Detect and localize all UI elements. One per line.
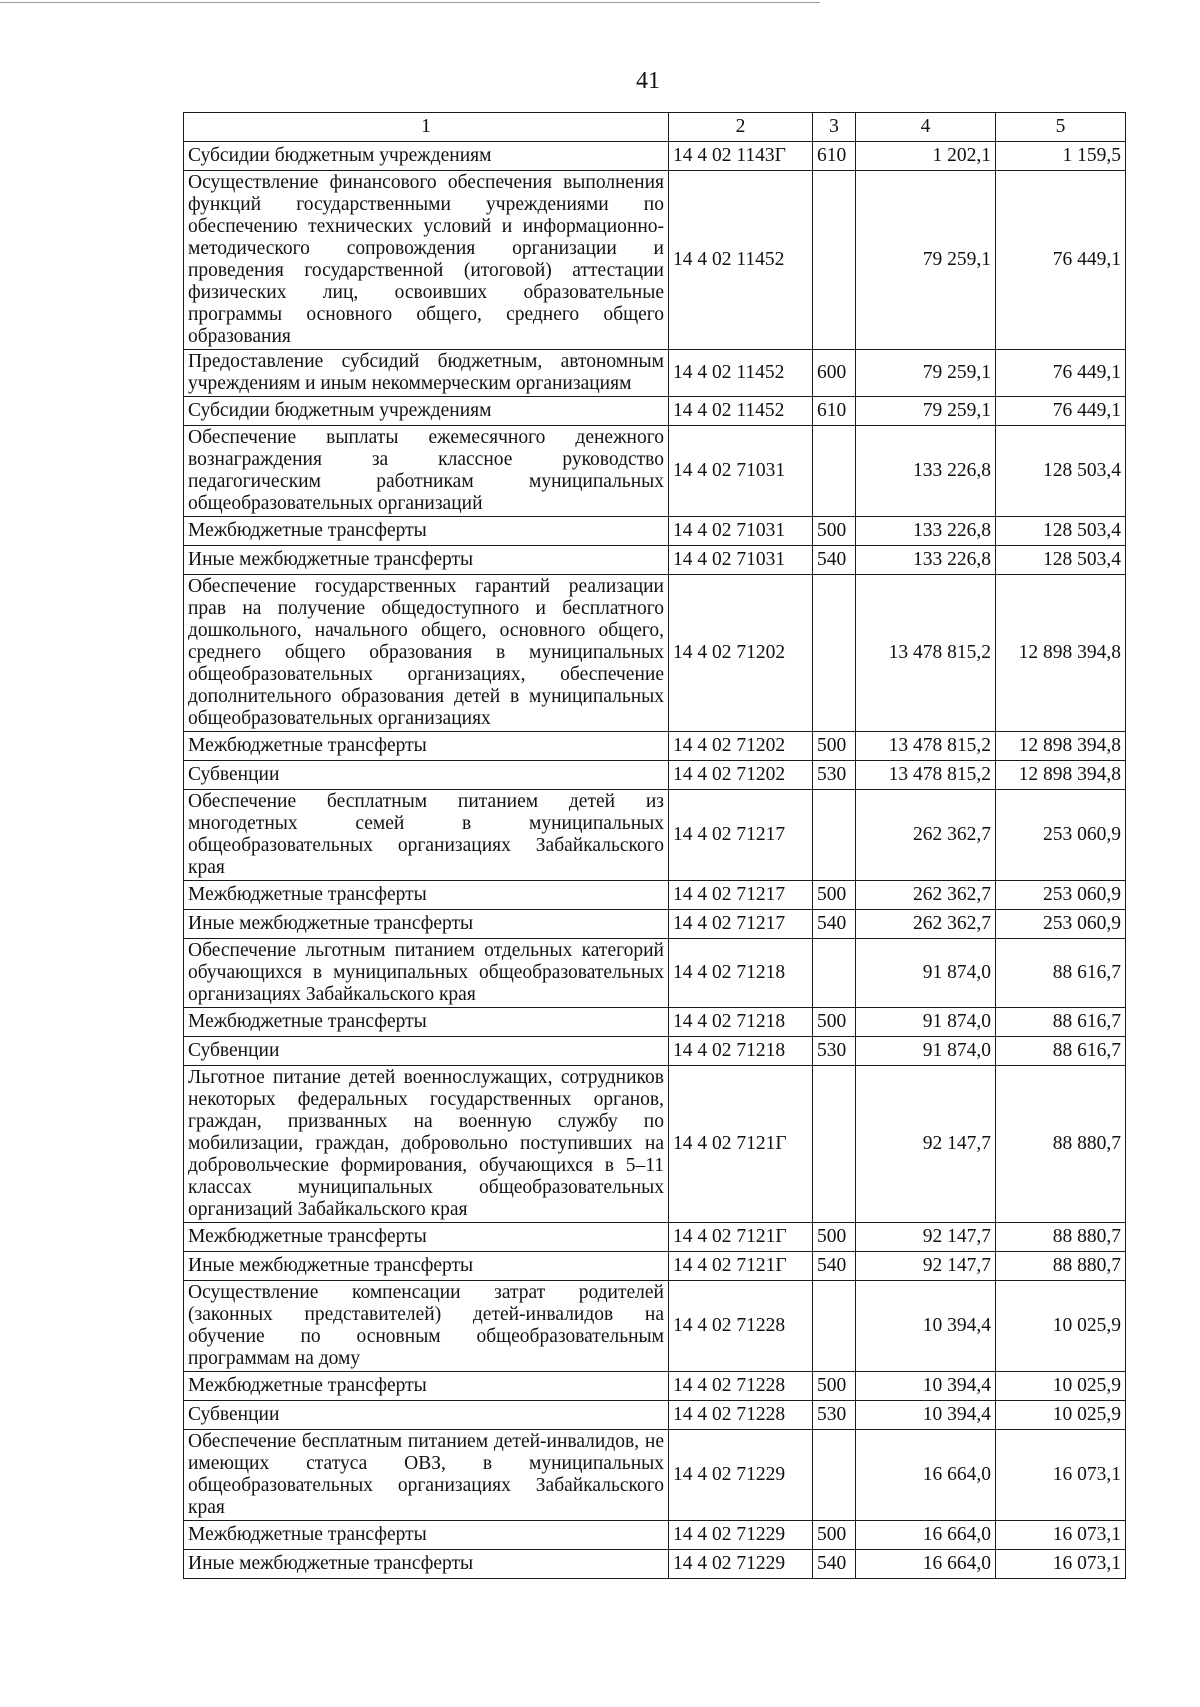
row-value-col4: 79 259,1 [856, 397, 996, 426]
row-value-col5: 128 503,4 [996, 546, 1126, 575]
row-code: 14 4 02 71229 [669, 1550, 813, 1579]
row-expense-type [813, 1430, 856, 1521]
row-value-col4: 16 664,0 [856, 1550, 996, 1579]
row-value-col4: 133 226,8 [856, 517, 996, 546]
page-number [0, 68, 1200, 95]
row-value-col4: 262 362,7 [856, 910, 996, 939]
row-expense-type: 500 [813, 732, 856, 761]
row-value-col4: 92 147,7 [856, 1066, 996, 1223]
row-value-col4: 13 478 815,2 [856, 732, 996, 761]
row-code: 14 4 02 71217 [669, 790, 813, 881]
row-expense-type: 610 [813, 397, 856, 426]
row-name: Осуществление финансового обеспечения выполнения функций государственными учреждениями по обеспечению технических условий и информационно-методического сопровождения организации и проведения государственной (итоговой) аттестации физических лиц, освоивших образовательные программы основного общего, среднего общего образования [184, 171, 669, 350]
row-value-col5: 253 060,9 [996, 790, 1126, 881]
row-value-col4: 79 259,1 [856, 350, 996, 397]
row-expense-type: 530 [813, 1037, 856, 1066]
table-row [184, 1550, 1126, 1579]
row-name: Иные межбюджетные трансферты [184, 546, 669, 575]
row-name: Осуществление компенсации затрат родителей (законных представителей) детей-инвалидов на обучение по основным общеобразовательным программам на дому [184, 1281, 669, 1372]
row-code: 14 4 02 71228 [669, 1281, 813, 1372]
table-row [184, 575, 1126, 732]
row-name: Льготное питание детей военнослужащих, сотрудников некоторых федеральных государственных органов, граждан, призванных на военную службу по мобилизации, граждан, добровольно поступивших на добровольческие формирования, обучающихся в 5–11 классах муниципальных общеобразовательных организаций Забайкальского края [184, 1066, 669, 1223]
row-expense-type: 600 [813, 350, 856, 397]
row-expense-type: 500 [813, 1008, 856, 1037]
row-value-col5: 10 025,9 [996, 1281, 1126, 1372]
row-value-col5: 76 449,1 [996, 171, 1126, 350]
row-code: 14 4 02 11452 [669, 171, 813, 350]
table-row [184, 761, 1126, 790]
table-row [184, 517, 1126, 546]
row-expense-type: 610 [813, 142, 856, 171]
table-row [184, 1401, 1126, 1430]
table-body [184, 142, 1126, 1579]
table-row [184, 939, 1126, 1008]
row-name: Предоставление субсидий бюджетным, автономным учреждениям и иным некоммерческим организациям [184, 350, 669, 397]
row-value-col5: 88 880,7 [996, 1223, 1126, 1252]
table-row [184, 1281, 1126, 1372]
row-name: Обеспечение бесплатным питанием детей-инвалидов, не имеющих статуса ОВЗ, в муниципальных общеобразовательных организациях Забайкальского края [184, 1430, 669, 1521]
row-code: 14 4 02 1143Г [669, 142, 813, 171]
row-value-col5: 16 073,1 [996, 1521, 1126, 1550]
row-code: 14 4 02 7121Г [669, 1223, 813, 1252]
row-name: Межбюджетные трансферты [184, 881, 669, 910]
row-value-col5: 1 159,5 [996, 142, 1126, 171]
row-value-col5: 88 616,7 [996, 1008, 1126, 1037]
row-value-col5: 253 060,9 [996, 910, 1126, 939]
row-code: 14 4 02 71031 [669, 546, 813, 575]
row-value-col4: 79 259,1 [856, 171, 996, 350]
table-row [184, 910, 1126, 939]
row-value-col4: 262 362,7 [856, 881, 996, 910]
row-name: Субвенции [184, 761, 669, 790]
header-col-5: 5 [996, 113, 1126, 142]
row-value-col5: 88 880,7 [996, 1252, 1126, 1281]
row-expense-type: 530 [813, 1401, 856, 1430]
row-value-col4: 91 874,0 [856, 939, 996, 1008]
row-value-col5: 16 073,1 [996, 1550, 1126, 1579]
row-value-col5: 88 616,7 [996, 939, 1126, 1008]
row-name: Межбюджетные трансферты [184, 517, 669, 546]
row-name: Обеспечение государственных гарантий реализации прав на получение общедоступного и бесплатного дошкольного, начального общего, основного общего, среднего общего образования в муниципальных общеобразовательных организациях, обеспечение дополнительного образования детей в муниципальных общеобразовательных организациях [184, 575, 669, 732]
table-row [184, 1223, 1126, 1252]
row-name: Субсидии бюджетным учреждениям [184, 397, 669, 426]
row-expense-type [813, 575, 856, 732]
row-value-col5: 128 503,4 [996, 426, 1126, 517]
row-value-col5: 16 073,1 [996, 1430, 1126, 1521]
row-value-col5: 88 616,7 [996, 1037, 1126, 1066]
row-code: 14 4 02 7121Г [669, 1066, 813, 1223]
row-value-col5: 253 060,9 [996, 881, 1126, 910]
row-value-col5: 88 880,7 [996, 1066, 1126, 1223]
table-row [184, 142, 1126, 171]
row-name: Иные межбюджетные трансферты [184, 1550, 669, 1579]
table-row [184, 397, 1126, 426]
row-value-col5: 12 898 394,8 [996, 575, 1126, 732]
table-row [184, 1066, 1126, 1223]
row-code: 14 4 02 7121Г [669, 1252, 813, 1281]
row-value-col4: 16 664,0 [856, 1521, 996, 1550]
row-value-col4: 91 874,0 [856, 1037, 996, 1066]
row-code: 14 4 02 71229 [669, 1521, 813, 1550]
row-value-col5: 10 025,9 [996, 1372, 1126, 1401]
row-name: Межбюджетные трансферты [184, 1372, 669, 1401]
row-value-col4: 133 226,8 [856, 426, 996, 517]
header-col-2: 2 [669, 113, 813, 142]
header-col-3: 3 [813, 113, 856, 142]
row-expense-type: 500 [813, 1372, 856, 1401]
row-expense-type [813, 790, 856, 881]
row-code: 14 4 02 71031 [669, 426, 813, 517]
row-code: 14 4 02 71229 [669, 1430, 813, 1521]
row-value-col4: 91 874,0 [856, 1008, 996, 1037]
row-code: 14 4 02 71202 [669, 575, 813, 732]
row-code: 14 4 02 71218 [669, 939, 813, 1008]
row-value-col5: 12 898 394,8 [996, 732, 1126, 761]
table-header-row [184, 113, 1126, 142]
row-value-col5: 76 449,1 [996, 397, 1126, 426]
header-col-1: 1 [184, 113, 669, 142]
page-number-text: 41 [636, 68, 660, 94]
row-name: Субсидии бюджетным учреждениям [184, 142, 669, 171]
row-name: Обеспечение льготным питанием отдельных категорий обучающихся в муниципальных общеобразовательных организациях Забайкальского края [184, 939, 669, 1008]
row-expense-type [813, 426, 856, 517]
row-expense-type: 500 [813, 517, 856, 546]
row-name: Межбюджетные трансферты [184, 732, 669, 761]
row-expense-type: 540 [813, 1550, 856, 1579]
row-code: 14 4 02 71218 [669, 1037, 813, 1066]
row-name: Обеспечение выплаты ежемесячного денежного вознаграждения за классное руководство педагогическим работникам муниципальных общеобразовательных организаций [184, 426, 669, 517]
row-name: Межбюджетные трансферты [184, 1223, 669, 1252]
row-code: 14 4 02 11452 [669, 350, 813, 397]
row-expense-type: 500 [813, 881, 856, 910]
header-col-4: 4 [856, 113, 996, 142]
row-code: 14 4 02 71202 [669, 761, 813, 790]
row-value-col4: 13 478 815,2 [856, 761, 996, 790]
top-rule [0, 2, 820, 3]
row-expense-type: 500 [813, 1223, 856, 1252]
table-row [184, 881, 1126, 910]
row-expense-type: 540 [813, 910, 856, 939]
table-row [184, 546, 1126, 575]
table-row [184, 1372, 1126, 1401]
row-expense-type: 540 [813, 1252, 856, 1281]
table-row [184, 790, 1126, 881]
row-name: Субвенции [184, 1037, 669, 1066]
row-code: 14 4 02 71031 [669, 517, 813, 546]
table-row [184, 1521, 1126, 1550]
row-value-col5: 128 503,4 [996, 517, 1126, 546]
row-value-col5: 76 449,1 [996, 350, 1126, 397]
table-row [184, 171, 1126, 350]
table-row [184, 1037, 1126, 1066]
row-code: 14 4 02 71218 [669, 1008, 813, 1037]
row-value-col4: 133 226,8 [856, 546, 996, 575]
row-code: 14 4 02 11452 [669, 397, 813, 426]
row-expense-type: 500 [813, 1521, 856, 1550]
row-expense-type [813, 939, 856, 1008]
row-value-col5: 12 898 394,8 [996, 761, 1126, 790]
row-name: Иные межбюджетные трансферты [184, 1252, 669, 1281]
table-row [184, 1430, 1126, 1521]
row-expense-type: 530 [813, 761, 856, 790]
row-code: 14 4 02 71217 [669, 910, 813, 939]
row-value-col4: 10 394,4 [856, 1281, 996, 1372]
budget-table [183, 112, 1126, 1579]
row-expense-type [813, 1281, 856, 1372]
table-row [184, 350, 1126, 397]
row-value-col4: 92 147,7 [856, 1252, 996, 1281]
row-name: Межбюджетные трансферты [184, 1521, 669, 1550]
row-code: 14 4 02 71228 [669, 1372, 813, 1401]
row-value-col4: 262 362,7 [856, 790, 996, 881]
table-row [184, 1252, 1126, 1281]
row-value-col5: 10 025,9 [996, 1401, 1126, 1430]
row-name: Межбюджетные трансферты [184, 1008, 669, 1037]
row-code: 14 4 02 71202 [669, 732, 813, 761]
row-expense-type [813, 1066, 856, 1223]
row-expense-type [813, 171, 856, 350]
row-value-col4: 13 478 815,2 [856, 575, 996, 732]
row-name: Обеспечение бесплатным питанием детей из многодетных семей в муниципальных общеобразовательных организациях Забайкальского края [184, 790, 669, 881]
row-expense-type: 540 [813, 546, 856, 575]
table-row [184, 1008, 1126, 1037]
row-name: Иные межбюджетные трансферты [184, 910, 669, 939]
row-code: 14 4 02 71217 [669, 881, 813, 910]
table-row [184, 732, 1126, 761]
row-code: 14 4 02 71228 [669, 1401, 813, 1430]
row-value-col4: 10 394,4 [856, 1401, 996, 1430]
row-value-col4: 92 147,7 [856, 1223, 996, 1252]
row-value-col4: 16 664,0 [856, 1430, 996, 1521]
row-value-col4: 1 202,1 [856, 142, 996, 171]
table-row [184, 426, 1126, 517]
row-value-col4: 10 394,4 [856, 1372, 996, 1401]
row-name: Субвенции [184, 1401, 669, 1430]
